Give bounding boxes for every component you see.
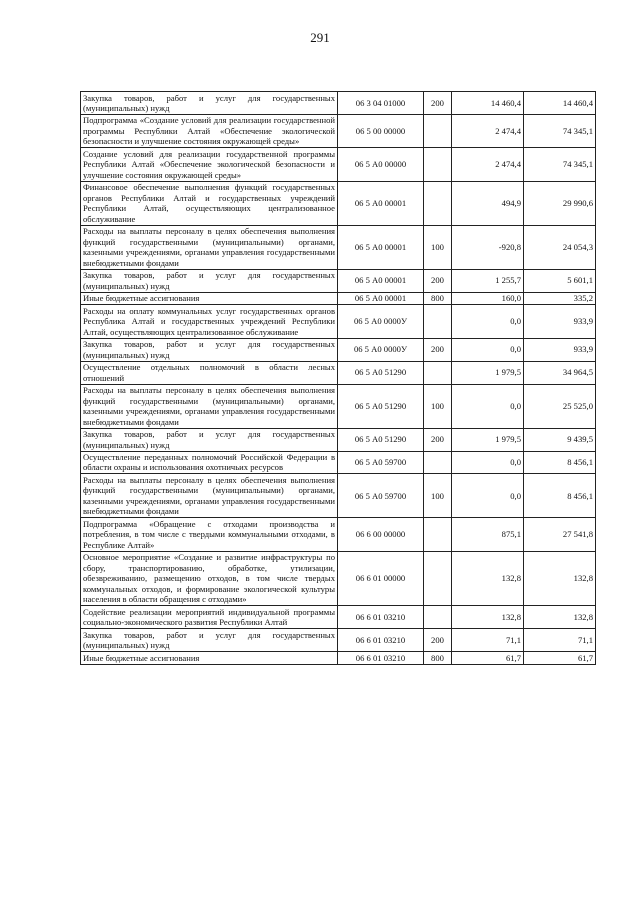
row-value1-cell: 494,9 — [452, 181, 524, 225]
table-row — [81, 474, 596, 518]
row-kvr-cell: 200 — [424, 338, 452, 361]
row-value1-cell: 2 474,4 — [452, 148, 524, 181]
table-row — [81, 606, 596, 629]
row-code-cell: 06 5 А0 00001 — [338, 292, 424, 304]
row-value2-cell: 14 460,4 — [524, 92, 596, 115]
row-value2-cell: 61,7 — [524, 652, 596, 664]
row-value1-cell: 0,0 — [452, 338, 524, 361]
table-row — [81, 451, 596, 474]
budget-table — [80, 91, 596, 665]
row-name-cell: Осуществление отдельных полномочий в области лесных отношений — [81, 361, 338, 384]
row-value2-cell: 74 345,1 — [524, 114, 596, 147]
row-code-cell: 06 5 А0 51290 — [338, 361, 424, 384]
row-code-cell: 06 5 А0 59700 — [338, 474, 424, 518]
row-name-cell: Основное мероприятие «Создание и развитие инфраструктуры по сбору, транспортированию, обработке, утилизации, обезвреживанию, размещению отходов, в том числе твердых коммунальных отходов, и формирование экологической культуры населения в области обращения с отходами» — [81, 551, 338, 605]
row-name-cell: Закупка товаров, работ и услуг для государственных (муниципальных) нужд — [81, 428, 338, 451]
row-name-cell: Закупка товаров, работ и услуг для государственных (муниципальных) нужд — [81, 269, 338, 292]
row-kvr-cell: 200 — [424, 629, 452, 652]
row-value1-cell: 1 255,7 — [452, 269, 524, 292]
row-code-cell: 06 6 01 03210 — [338, 629, 424, 652]
table-body — [81, 92, 596, 665]
row-kvr-cell — [424, 551, 452, 605]
table-row — [81, 181, 596, 225]
row-value1-cell: 0,0 — [452, 451, 524, 474]
row-code-cell: 06 6 01 03210 — [338, 606, 424, 629]
row-name-cell: Закупка товаров, работ и услуг для государственных (муниципальных) нужд — [81, 629, 338, 652]
row-name-cell: Осуществление переданных полномочий Российской Федерации в области охраны и использования охотничьих ресурсов — [81, 451, 338, 474]
row-code-cell: 06 5 А0 00001 — [338, 269, 424, 292]
row-value2-cell: 71,1 — [524, 629, 596, 652]
row-name-cell: Закупка товаров, работ и услуг для государственных (муниципальных) нужд — [81, 92, 338, 115]
row-value1-cell: 132,8 — [452, 551, 524, 605]
row-code-cell: 06 5 А0 51290 — [338, 384, 424, 428]
row-code-cell: 06 5 А0 51290 — [338, 428, 424, 451]
row-name-cell: Иные бюджетные ассигнования — [81, 652, 338, 664]
row-code-cell: 06 5 А0 59700 — [338, 451, 424, 474]
row-code-cell: 06 3 04 01000 — [338, 92, 424, 115]
row-code-cell: 06 5 А0 00001 — [338, 181, 424, 225]
row-value1-cell: 71,1 — [452, 629, 524, 652]
table-row — [81, 551, 596, 605]
row-kvr-cell — [424, 148, 452, 181]
row-kvr-cell — [424, 114, 452, 147]
row-name-cell: Расходы на выплаты персоналу в целях обеспечения выполнения функций государственными (муниципальными) органами, казенными учреждениями, органами управления государственными внебюджетными фондами — [81, 384, 338, 428]
table-row — [81, 292, 596, 304]
row-value1-cell: 160,0 — [452, 292, 524, 304]
row-kvr-cell — [424, 181, 452, 225]
row-code-cell: 06 6 00 00000 — [338, 518, 424, 551]
table-row — [81, 518, 596, 551]
row-value1-cell: 875,1 — [452, 518, 524, 551]
row-code-cell: 06 5 00 00000 — [338, 114, 424, 147]
row-value1-cell: 2 474,4 — [452, 114, 524, 147]
row-value2-cell: 74 345,1 — [524, 148, 596, 181]
row-kvr-cell: 100 — [424, 474, 452, 518]
row-kvr-cell — [424, 606, 452, 629]
table-row — [81, 269, 596, 292]
row-kvr-cell — [424, 518, 452, 551]
page-number: 291 — [310, 30, 330, 45]
table-row — [81, 338, 596, 361]
row-name-cell: Расходы на выплаты персоналу в целях обеспечения выполнения функций государственными (муниципальными) органами, казенными учреждениями, органами управления государственными внебюджетными фондами — [81, 474, 338, 518]
table-row — [81, 384, 596, 428]
table-row — [81, 428, 596, 451]
row-code-cell: 06 6 01 00000 — [338, 551, 424, 605]
row-value2-cell: 8 456,1 — [524, 451, 596, 474]
row-kvr-cell: 800 — [424, 652, 452, 664]
row-value2-cell: 8 456,1 — [524, 474, 596, 518]
row-value2-cell: 34 964,5 — [524, 361, 596, 384]
row-name-cell: Расходы на выплаты персоналу в целях обеспечения выполнения функций государственными (муниципальными) органами, казенными учреждениями, органами управления государственными внебюджетными фондами — [81, 225, 338, 269]
row-value1-cell: 1 979,5 — [452, 428, 524, 451]
row-kvr-cell: 200 — [424, 269, 452, 292]
row-value2-cell: 9 439,5 — [524, 428, 596, 451]
table-row — [81, 361, 596, 384]
row-code-cell: 06 5 А0 00000 — [338, 148, 424, 181]
row-name-cell: Содействие реализации мероприятий индивидуальной программы социально-экономического развития Республики Алтай — [81, 606, 338, 629]
row-code-cell: 06 5 А0 0000У — [338, 305, 424, 338]
row-value1-cell: 0,0 — [452, 474, 524, 518]
row-value2-cell: 29 990,6 — [524, 181, 596, 225]
row-name-cell: Финансовое обеспечение выполнения функций государственных органов Республики Алтай и государственных учреждений Республики Алтай, осуществляющих централизованное обслуживание — [81, 181, 338, 225]
table-row — [81, 305, 596, 338]
row-value1-cell: 0,0 — [452, 384, 524, 428]
table-row — [81, 225, 596, 269]
row-name-cell: Расходы на оплату коммунальных услуг государственных органов Республика Алтай и государственных учреждений Республики Алтай, осуществляющих централизованное обслуживание — [81, 305, 338, 338]
row-value2-cell: 335,2 — [524, 292, 596, 304]
row-kvr-cell — [424, 305, 452, 338]
table-row — [81, 148, 596, 181]
row-name-cell: Подпрограмма «Создание условий для реализации государственной программы Республики Алтай «Обеспечение экологической безопасности и улучшение состояния окружающей среды» — [81, 114, 338, 147]
row-kvr-cell — [424, 361, 452, 384]
row-value2-cell: 132,8 — [524, 606, 596, 629]
row-value2-cell: 25 525,0 — [524, 384, 596, 428]
row-value1-cell: 14 460,4 — [452, 92, 524, 115]
row-kvr-cell: 100 — [424, 225, 452, 269]
row-kvr-cell — [424, 451, 452, 474]
row-code-cell: 06 5 А0 0000У — [338, 338, 424, 361]
row-code-cell: 06 6 01 03210 — [338, 652, 424, 664]
row-name-cell: Создание условий для реализации государственной программы Республики Алтай «Обеспечение экологической безопасности и улучшение состояния окружающей среды» — [81, 148, 338, 181]
row-kvr-cell: 800 — [424, 292, 452, 304]
row-kvr-cell: 100 — [424, 384, 452, 428]
row-name-cell: Иные бюджетные ассигнования — [81, 292, 338, 304]
row-code-cell: 06 5 А0 00001 — [338, 225, 424, 269]
table-row — [81, 652, 596, 664]
row-value2-cell: 933,9 — [524, 305, 596, 338]
row-value1-cell: -920,8 — [452, 225, 524, 269]
row-value1-cell: 1 979,5 — [452, 361, 524, 384]
table-row — [81, 629, 596, 652]
row-name-cell: Подпрограмма «Обращение с отходами производства и потребления, в том числе с твердыми коммунальными отходами, в Республике Алтай» — [81, 518, 338, 551]
row-value1-cell: 61,7 — [452, 652, 524, 664]
table-row — [81, 114, 596, 147]
row-value2-cell: 933,9 — [524, 338, 596, 361]
row-name-cell: Закупка товаров, работ и услуг для государственных (муниципальных) нужд — [81, 338, 338, 361]
row-kvr-cell: 200 — [424, 92, 452, 115]
table-row — [81, 92, 596, 115]
row-value2-cell: 27 541,8 — [524, 518, 596, 551]
row-value1-cell: 132,8 — [452, 606, 524, 629]
row-value2-cell: 24 054,3 — [524, 225, 596, 269]
row-value2-cell: 5 601,1 — [524, 269, 596, 292]
row-value2-cell: 132,8 — [524, 551, 596, 605]
row-kvr-cell: 200 — [424, 428, 452, 451]
row-value1-cell: 0,0 — [452, 305, 524, 338]
